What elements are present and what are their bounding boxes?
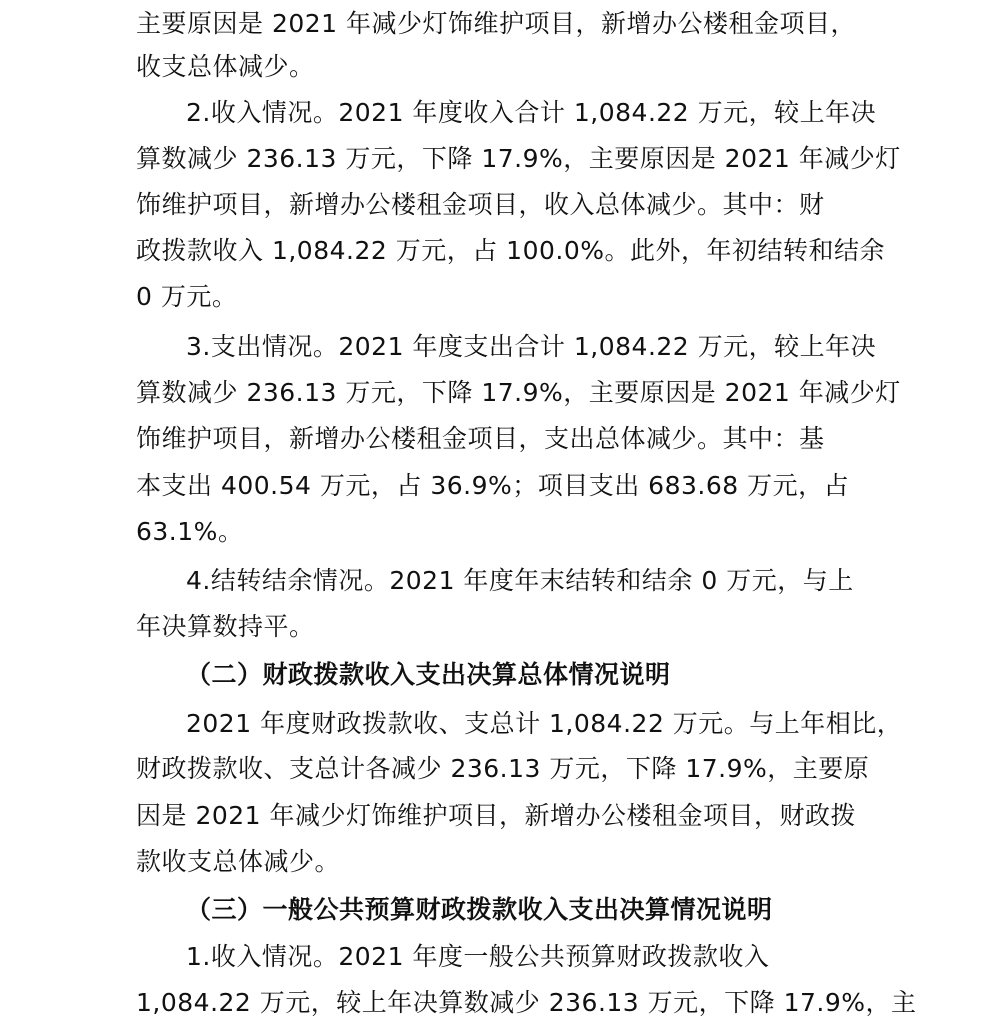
section-heading-3: （三）一般公共预算财政拨款收入支出决算情况说明 xyxy=(186,895,773,924)
text-line-17: 财政拨款收、支总计各减少 236.13 万元，下降 17.9%，主要原 xyxy=(136,754,870,783)
text-line-5: 饰维护项目，新增办公楼租金项目，收入总体减少。其中：财 xyxy=(136,190,825,219)
text-line-8: 3.支出情况。2021 年度支出合计 1,084.22 万元，较上年决 xyxy=(186,332,877,361)
text-line-2: 收支总体减少。 xyxy=(136,52,315,81)
text-line-7: 0 万元。 xyxy=(136,282,238,311)
text-line-11: 本支出 400.54 万元，占 36.9%；项目支出 683.68 万元，占 xyxy=(136,471,850,500)
text-line-21: 1.收入情况。2021 年度一般公共预算财政拨款收入 xyxy=(186,942,770,971)
text-line-6: 政拨款收入 1,084.22 万元，占 100.0%。此外，年初结转和结余 xyxy=(136,236,885,265)
text-line-4: 算数减少 236.13 万元，下降 17.9%，主要原因是 2021 年减少灯 xyxy=(136,144,901,173)
text-line-19: 款收支总体减少。 xyxy=(136,847,341,876)
text-line-22: 1,084.22 万元，较上年决算数减少 236.13 万元，下降 17.9%，主 xyxy=(136,988,917,1017)
section-heading-2: （二）财政拨款收入支出决算总体情况说明 xyxy=(186,660,671,689)
text-line-1: 主要原因是 2021 年减少灯饰维护项目，新增办公楼租金项目， xyxy=(136,9,857,38)
text-line-10: 饰维护项目，新增办公楼租金项目，支出总体减少。其中：基 xyxy=(136,424,825,453)
text-line-14: 年决算数持平。 xyxy=(136,612,315,641)
text-line-13: 4.结转结余情况。2021 年度年末结转和结余 0 万元，与上 xyxy=(186,566,854,595)
text-line-16: 2021 年度财政拨款收、支总计 1,084.22 万元。与上年相比， xyxy=(186,709,903,738)
text-line-3: 2.收入情况。2021 年度收入合计 1,084.22 万元，较上年决 xyxy=(186,98,877,127)
text-line-12: 63.1%。 xyxy=(136,517,244,546)
text-line-18: 因是 2021 年减少灯饰维护项目，新增办公楼租金项目，财政拨 xyxy=(136,801,857,830)
text-line-9: 算数减少 236.13 万元，下降 17.9%，主要原因是 2021 年减少灯 xyxy=(136,378,901,407)
